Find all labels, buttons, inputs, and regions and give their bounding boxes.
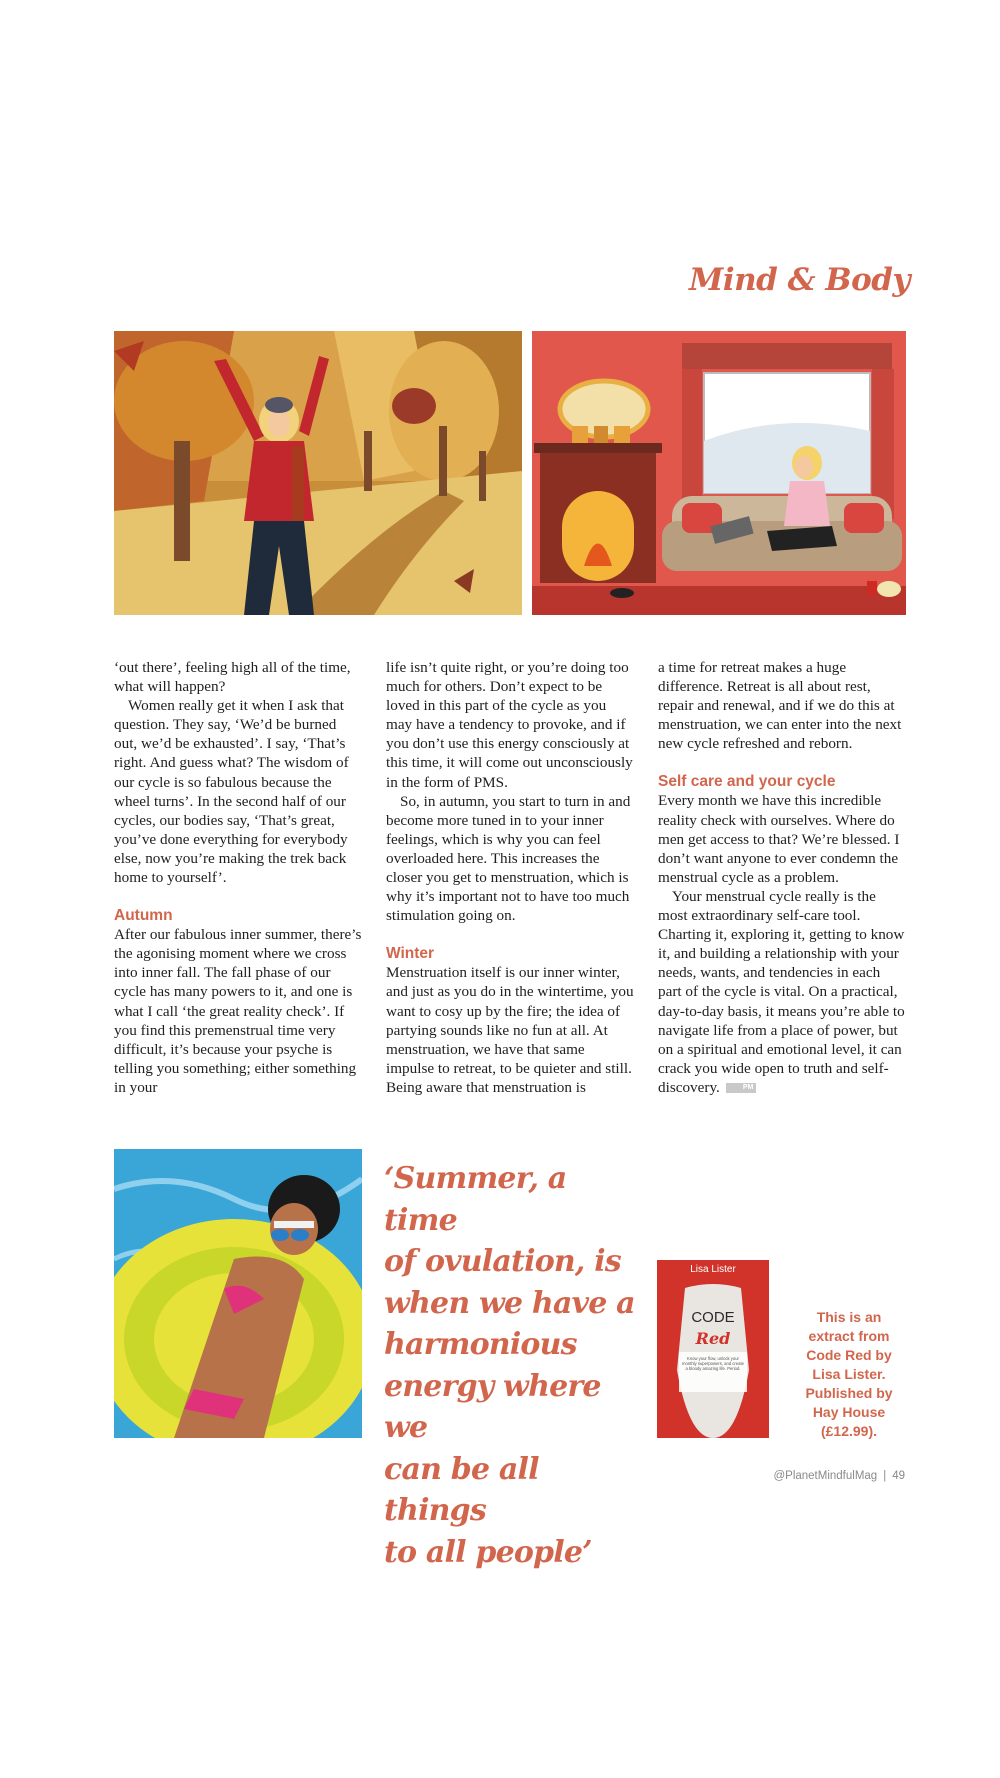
- credit-line: This is an: [816, 1309, 882, 1325]
- article-column-1: [114, 658, 362, 1097]
- book-credit: [790, 1308, 908, 1441]
- book-title-line1: CODE: [691, 1309, 735, 1326]
- book-author: Lisa Lister: [690, 1264, 736, 1275]
- section-title: Mind & Body: [689, 262, 910, 298]
- article-column-2: [386, 658, 634, 1097]
- paragraph: ‘out there’, feeling high all of the time, what will happen?: [114, 659, 351, 696]
- subheading-winter: Winter: [386, 945, 435, 963]
- paragraph: [658, 887, 906, 1097]
- social-handle: @PlanetMindfulMag: [773, 1470, 878, 1482]
- autumn-woman-illustration: [114, 331, 522, 615]
- book-tagline: Know your flow, unlock your monthly superpowers, and create a bloody amazing life. Period.: [682, 1356, 744, 1372]
- credit-line: (£12.99).: [820, 1423, 878, 1439]
- code-red-book-cover: [657, 1260, 769, 1438]
- summer-sunbathing-illustration: [114, 1149, 362, 1438]
- page-number: 49: [892, 1470, 905, 1482]
- pull-quote-line: harmonious: [384, 1327, 577, 1362]
- credit-line: extract from: [808, 1328, 890, 1344]
- paragraph-text: Your menstrual cycle really is the most extraordinary self-care tool. Charting it, exploring it, getting to know it, and building a relationship with your needs, wants, and tendencies in each part of the cycle is vital. On a practical, day-to-day basis, it means you’re able to navigate life from a place of power, but on a spiritual and emotional level, it can crack you wide open to truth and self-discovery.: [658, 887, 905, 1096]
- paragraph: life isn’t quite right, or you’re doing too much for others. Don’t expect to be loved in this part of the cycle as you may have a tendency to provoke, and if you don’t use this energy consciously at this time, it will come out unconsciously in the form of PMS.: [386, 659, 633, 791]
- page-footer: [773, 1470, 905, 1482]
- pull-quote-line: ‘Summer, a time: [384, 1161, 567, 1238]
- pull-quote-line: when we have a: [384, 1285, 635, 1321]
- pull-quote-line: to all people’: [384, 1534, 592, 1570]
- paragraph: Every month we have this incredible reality check with ourselves. Where do men get access to that? We’re blessed. I don’t want anyone to ever condemn the menstrual cycle as a problem.: [658, 792, 900, 886]
- paragraph: After our fabulous inner summer, there’s the agonising moment where we cross into inner fall. The fall phase of our cycle has many powers to it, and one is what I call ‘the great reality check’. If you find this premenstrual time very difficult, it’s because your psyche is telling you something; either something in your: [114, 926, 362, 1096]
- credit-line: Code Red by: [806, 1347, 892, 1363]
- pull-quote-line: energy where we: [384, 1368, 601, 1445]
- subheading-autumn: Autumn: [114, 907, 173, 925]
- credit-line: Published by: [805, 1385, 893, 1401]
- end-mark: PM: [726, 1083, 757, 1093]
- book-title-line2: Red: [695, 1329, 731, 1348]
- pull-quote-line: of ovulation, is: [384, 1244, 621, 1279]
- paragraph: So, in autumn, you start to turn in and become more tuned in to your inner feelings, which is why you can feel overloaded here. This increases the closer you get to menstruation, which is why it’s important not to have too much stimulation going on.: [386, 792, 631, 925]
- credit-line: Hay House: [812, 1404, 886, 1420]
- article-column-3: [658, 658, 906, 1097]
- pull-quote-line: can be all things: [384, 1451, 539, 1528]
- paragraph: Menstruation itself is our inner winter, and just as you do in the wintertime, you want to cosy up by the fire; the idea of partying sounds like no fun at all. At menstruation, we have that same impulse to retreat, to be quieter and still. Being aware that menstruation is: [386, 964, 634, 1096]
- winter-fireside-illustration: [532, 331, 906, 615]
- credit-line: Lisa Lister.: [812, 1366, 886, 1382]
- subheading-self-care: Self care and your cycle: [658, 773, 836, 791]
- pull-quote: [384, 1158, 644, 1573]
- paragraph: a time for retreat makes a huge difference. Retreat is all about rest, repair and renewal, and if we do this at menstruation, we can enter into the next new cycle refreshed and reborn.: [658, 659, 902, 753]
- paragraph: Women really get it when I ask that question. They say, ‘We’d be burned out, we’d be exhausted’. I say, ‘That’s right. And guess what? The wisdom of our cycle is so fabulous because the wheel turns’. In the second half of our cycles, our bodies say, ‘That’s great, you’ve done everything for everybody else, now you’re making the trek back home to yourself’.: [114, 697, 349, 887]
- footer-separator: |: [883, 1470, 887, 1482]
